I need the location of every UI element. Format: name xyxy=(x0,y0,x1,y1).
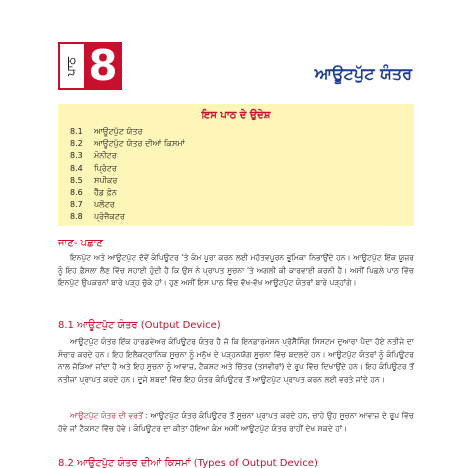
objective-item xyxy=(66,175,406,187)
objective-number: 8.5 xyxy=(70,175,83,185)
objective-label: ਪ੍ਰਿੰਟਰ xyxy=(94,163,117,173)
objective-label: ਪਲੌਟਰ xyxy=(94,200,115,210)
objective-number: 8.1 xyxy=(70,127,83,136)
objective-number: 8.3 xyxy=(70,151,83,161)
objective-number: 8.2 xyxy=(70,139,83,149)
objective-label: ਆਊਟਪੁੱਟ ਯੰਤਰ ਦੀਆਂ ਕਿਸਮਾਂ xyxy=(94,139,185,149)
objective-item xyxy=(66,150,406,162)
objective-item xyxy=(66,199,406,211)
chapter-word: ਪਾਠ xyxy=(64,56,79,76)
definition-text: ਆਊਟਪੁੱਟ ਯੰਤਰ ਕੰਪਿਊਟਰ ਤੋਂ ਸੂਚਨਾ ਪ੍ਰਾਪਤ ਕਰਦੇ ਹਨ, ਚਾਹੇ ਉਹ ਸੂਚਨਾ ਆਵਾਜ਼ ਦੇ ਰੂਪ ਵਿੱਚ ਹੋਵੇ ਜਾਂ ਟੈਕਸਟ ਵਿੱਚ ਹੋਵੇ। ਕੰਪਿਊਟਰ ਦਾ ਕੀਤਾ ਹੋਇਆ ਕੰਮ ਅਸੀਂ ਆਊਟਪੁੱਟ ਯੰਤਰ ਰਾਹੀਂ ਦੇਖ ਸਕਦੇ ਹਾਂ। xyxy=(58,411,414,433)
intro-paragraph: ਇਨਪੁੱਟ ਅਤੇ ਆਊਟਪੁੱਟ ਦੋਵੇਂ ਕੰਪਿਊਟਰ 'ਤੇ ਕੰਮ ਪੂਰਾ ਕਰਨ ਲਈ ਮਹੱਤਵਪੂਰਨ ਭੂਮਿਕਾ ਨਿਭਾਉਂਦੇ ਹਨ। ਆਊਟਪੁੱਟ ਇੱਕ ਯੂਜ਼ਰ ਨੂੰ ਇਹ ਫ਼ੈਸਲਾ ਲੈਣ ਵਿੱਚ ਸਹਾਈ ਹੁੰਦੀ ਹੈ ਕਿ ਉਸ ਨੇ ਪ੍ਰਾਪਤ ਸੂਚਨਾ 'ਤੇ ਅਗਲੀ ਕੀ ਕਾਰਵਾਈ ਕਰਨੀ ਹੈ। ਅਸੀਂ ਪਿਛਲੇ ਪਾਠ ਵਿੱਚ ਇਨਪੁੱਟ ਉਪਕਰਨਾਂ ਬਾਰੇ ਪੜ੍ਹ ਚੁੱਕੇ ਹਾਂ। ਹੁਣ ਅਸੀਂ ਇਸ ਪਾਠ ਵਿੱਚ ਵੱਖ-ਵੱਖ ਆਊਟਪੁੱਟ ਯੰਤਰਾਂ ਬਾਰੇ ਪੜ੍ਹਾਂਗੇ। xyxy=(58,253,414,288)
objective-number: 8.6 xyxy=(70,188,83,198)
section-8-1-paragraph: ਆਊਟਪੁੱਟ ਯੰਤਰ ਇੱਕ ਹਾਰਡਵੇਅਰ ਕੰਪਿਊਟਰ ਯੰਤਰ ਹੈ ਜੋ ਕਿ ਇਨਫ਼ਾਰਮੇਸ਼ਨ ਪ੍ਰੋਸੈੱਸਿੰਗ ਸਿਸਟਮ ਦੁਆਰਾ ਪੈਦਾ ਹੋਏ ਨਤੀਜੇ ਦਾ ਸੰਚਾਰ ਕਰਦੇ ਹਨ। ਇਹ ਇਲੈਕਟ੍ਰਾਨਿਕ ਸੂਚਨਾ ਨੂੰ ਮਨੁੱਖ ਦੇ ਪੜ੍ਹਨਯੋਗ ਸੂਚਨਾ ਵਿੱਚ ਬਦਲਦੇ ਹਨ। ਆਊਟਪੁੱਟ ਯੰਤਰਾਂ ਨੂੰ ਕੰਪਿਊਟਰ ਨਾਲ ਜੋੜਿਆ ਜਾਂਦਾ ਹੈ ਅਤੇ ਇਹ ਸੂਚਨਾ ਨੂੰ ਆਵਾਜ਼, ਟੈਕਸਟ ਅਤੇ ਚਿੱਤਰ (ਤਸਵੀਰਾਂ) ਦੇ ਰੂਪ ਵਿੱਚ ਦਿਖਾਉਂਦੇ ਹਨ। ਇਹ ਕੰਪਿਊਟਰ ਤੋਂ ਨਤੀਜਾ ਪ੍ਰਾਪਤ ਕਰਦੇ ਹਨ। ਦੂਜੇ ਸ਼ਬਦਾਂ ਵਿੱਚ ਇਹ ਯੰਤਰ ਕੰਪਿਊਟਰ ਤੋਂ ਆਊਟਪੁੱਟ ਪ੍ਰਾਪਤ ਕਰਨ ਲਈ ਵਰਤੇ ਜਾਂਦੇ ਹਨ। xyxy=(58,337,414,384)
objective-label: ਆਊਟਪੁੱਟ ਯੰਤਰ xyxy=(94,127,143,136)
chapter-badge xyxy=(58,42,122,90)
chapter-number: 8 xyxy=(84,42,122,90)
definition-term: ਆਊਟਪੁੱਟ ਯੰਤਰ ਦੀ ਵਰਤੋਂ : xyxy=(70,411,148,420)
objective-item xyxy=(66,126,406,138)
objectives-list xyxy=(66,126,406,224)
objective-item xyxy=(66,163,406,175)
chapter-word-box xyxy=(58,42,84,90)
intro-heading: ਜਾਣ- ਪਛਾਣ xyxy=(58,238,104,249)
definition-paragraph xyxy=(58,410,414,435)
section-8-1-heading: 8.1 ਆਊਟਪੁੱਟ ਯੰਤਰ (Output Device) xyxy=(58,320,221,331)
objective-number: 8.8 xyxy=(70,212,83,222)
objective-label: ਸਪੀਕਰ xyxy=(94,175,118,185)
section-8-2-heading: 8.2 ਆਊਟਪੁੱਟ ਯੰਤਰ ਦੀਆਂ ਕਿਸਮਾਂ (Types of Output Device) xyxy=(58,458,318,468)
objective-number: 8.7 xyxy=(70,200,83,210)
objective-item xyxy=(66,138,406,150)
objective-item xyxy=(66,211,406,223)
objective-label: ਪ੍ਰੋਜੈਕਟਰ xyxy=(94,212,125,222)
objectives-title: ਇਸ ਪਾਠ ਦੇ ਉਦੇਸ਼ xyxy=(201,110,271,121)
objectives-box xyxy=(58,104,414,226)
objective-label: ਹੈੱਡ ਫ਼ੋਨ xyxy=(94,188,117,198)
objective-item xyxy=(66,187,406,199)
objective-number: 8.4 xyxy=(70,163,83,173)
chapter-title: ਆਊਟਪੁੱਟ ਯੰਤਰ xyxy=(314,64,412,83)
objective-label: ਮੋਨੀਟਰ xyxy=(94,151,117,161)
